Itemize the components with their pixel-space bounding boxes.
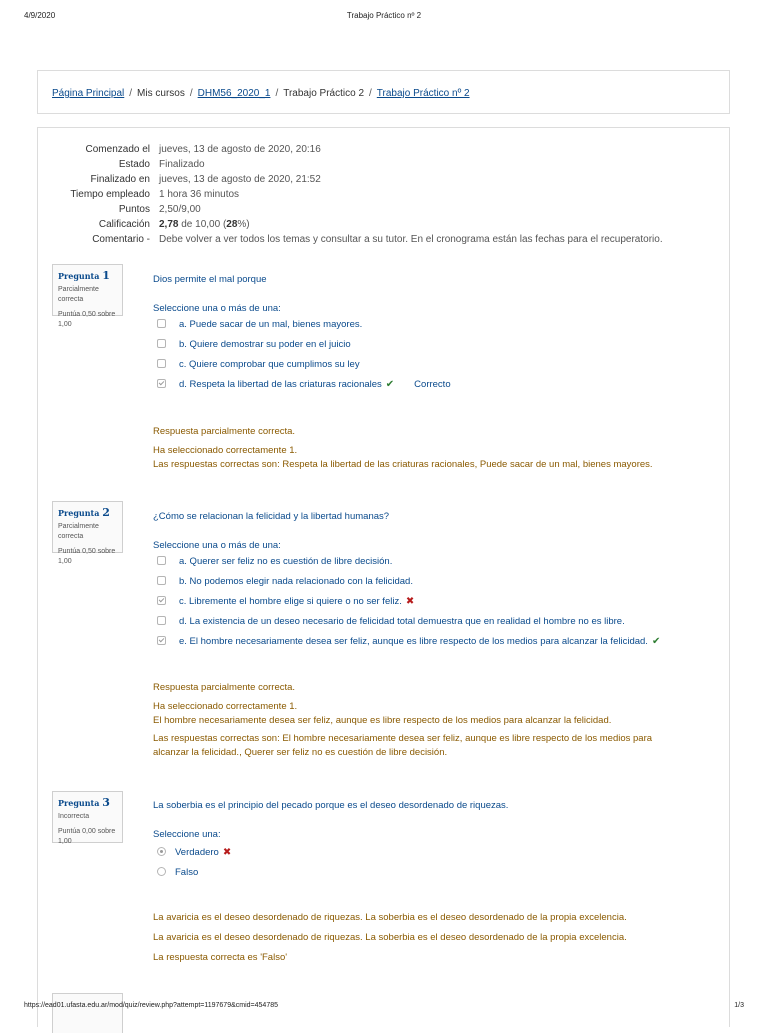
question-text-1: Dios permite el mal porque (153, 274, 267, 285)
correct-label: Correcto (414, 379, 451, 390)
summary-row-time: Tiempo empleado 1 hora 36 minutos (70, 189, 240, 200)
question-text-2: ¿Cómo se relacionan la felicidad y la libertad humanas? (153, 511, 390, 522)
summary-row-comment: Comentario - Debe volver a ver todos los temas y consultar a su tutor. En el cronograma están las fechas para el recuperatorio. (92, 234, 663, 245)
question-mark: Puntúa 0,50 sobre 1,00 (58, 548, 116, 565)
question-info-2 (52, 501, 123, 565)
feedback-2: Respuesta parcialmente correcta. Ha seleccionado correctamente 1. El hombre necesariamente desea ser feliz, aunque es libre respecto de los medios para alcanzar la felicidad. Las respuestas correctas son: El hombre necesariamente desea ser feliz, aunque es libre respecto de los medios para alcanzar la felicidad., Querer ser feliz no es cuestión de libre decisión. (153, 682, 653, 758)
cross-icon: ✖ (405, 596, 415, 607)
question-mark: Puntúa 0,00 sobre 1,00 (58, 828, 116, 845)
checkbox[interactable] (157, 319, 166, 328)
question-number: Pregunta 2 (58, 506, 110, 519)
breadcrumb-quiz-link[interactable]: Trabajo Práctico nº 2 (376, 88, 470, 99)
breadcrumb-course-link[interactable]: DHM56_2020_1 (197, 88, 271, 99)
answer-option[interactable]: a. Puede sacar de un mal, bienes mayores. (157, 318, 362, 332)
question-status: Incorrecta (58, 813, 90, 820)
question-status: Parcialmente correcta (58, 523, 99, 540)
question-info-1 (52, 264, 123, 328)
print-page-number: 1/3 (734, 1002, 744, 1009)
question-mark: Puntúa 0,50 sobre 1,00 (58, 311, 116, 328)
checkbox[interactable] (157, 359, 166, 368)
summary-row-points: Puntos 2,50/9,00 (118, 204, 201, 215)
breadcrumb-section: Trabajo Práctico 2 (283, 88, 365, 99)
print-title: Trabajo Práctico nº 2 (346, 11, 422, 20)
feedback-1: Respuesta parcialmente correcta. Ha seleccionado correctamente 1. Las respuestas correctas son: Respeta la libertad de las criaturas racionales, Puede sacar de un mal, bienes mayores. (153, 426, 653, 470)
question-info-4 (52, 993, 123, 1033)
breadcrumb: Página Principal / Mis cursos / DHM56_2020_1 / Trabajo Práctico 2 / Trabajo Práctico nº 2 (52, 88, 470, 99)
answer-option[interactable]: a. Querer ser feliz no es cuestión de libre decisión. (157, 555, 392, 569)
radio[interactable] (157, 867, 166, 876)
answer-option[interactable]: b. Quiere demostrar su poder en el juicio (157, 338, 351, 352)
check-icon: ✔ (651, 636, 661, 647)
breadcrumb-my-courses: Mis cursos (137, 88, 185, 99)
check-icon: ✔ (385, 379, 395, 390)
answer-option[interactable]: Verdadero ✖ (157, 846, 231, 860)
answer-option[interactable]: e. El hombre necesariamente desea ser feliz, aunque es libre respecto de los medios para alcanzar la felicidad. ✔ (157, 635, 660, 649)
checkbox[interactable] (157, 339, 166, 348)
checkbox[interactable] (157, 556, 166, 565)
breadcrumb-box (37, 70, 730, 114)
checkbox-checked[interactable] (157, 596, 166, 605)
attempt-summary (38, 142, 731, 247)
checkbox[interactable] (157, 576, 166, 585)
answer-option[interactable]: d. Respeta la libertad de las criaturas racionales ✔ Correcto (157, 378, 451, 392)
breadcrumb-home-link[interactable]: Página Principal (52, 88, 125, 99)
cross-icon: ✖ (222, 847, 232, 858)
feedback-3: La avaricia es el deseo desordenado de riquezas. La soberbia es el deseo desordenado de la propia excelencia. La avaricia es el deseo desordenado de riquezas. La soberbia es el deseo desordenado de la propia excelencia. La respuesta correcta es 'Falso' (153, 912, 627, 963)
question-prompt-3: Seleccione una: (153, 829, 221, 840)
checkbox-checked[interactable] (157, 379, 166, 388)
quiz-review-region (37, 127, 730, 1027)
print-date: 4/9/2020 (24, 11, 56, 20)
answer-option[interactable]: b. No podemos elegir nada relacionado con la felicidad. (157, 575, 413, 589)
question-text-3: La soberbia es el principio del pecado porque es el deseo desordenado de riquezas. (153, 800, 509, 811)
answer-option[interactable]: d. La existencia de un deseo necesario de felicidad total demuestra que en realidad el hombre no es libre. (157, 615, 625, 629)
summary-row-started: Comenzado el jueves, 13 de agosto de 2020, 20:16 (85, 144, 321, 155)
question-prompt-2: Seleccione una o más de una: (153, 540, 281, 551)
answer-option[interactable]: Falso (157, 866, 198, 880)
print-url: https://ead01.ufasta.edu.ar/mod/quiz/review.php?attempt=1197679&cmid=454785 (24, 1002, 278, 1009)
radio-selected[interactable] (157, 847, 166, 856)
summary-row-grade: Calificación 2,78 de 10,00 (28%) (98, 219, 250, 230)
checkbox[interactable] (157, 616, 166, 625)
answer-option[interactable]: c. Libremente el hombre elige si quiere o no ser feliz. ✖ (157, 595, 414, 609)
question-status: Parcialmente correcta (58, 286, 99, 303)
question-prompt-1: Seleccione una o más de una: (153, 303, 281, 314)
question-number: Pregunta 3 (58, 796, 110, 809)
summary-row-state: Estado Finalizado (118, 159, 205, 170)
answer-option[interactable]: c. Quiere comprobar que cumplimos su ley (157, 358, 360, 372)
question-info-3 (52, 791, 123, 843)
checkbox-checked[interactable] (157, 636, 166, 645)
question-number: Pregunta 1 (58, 269, 110, 282)
summary-row-finished: Finalizado en jueves, 13 de agosto de 2020, 21:52 (90, 174, 321, 185)
